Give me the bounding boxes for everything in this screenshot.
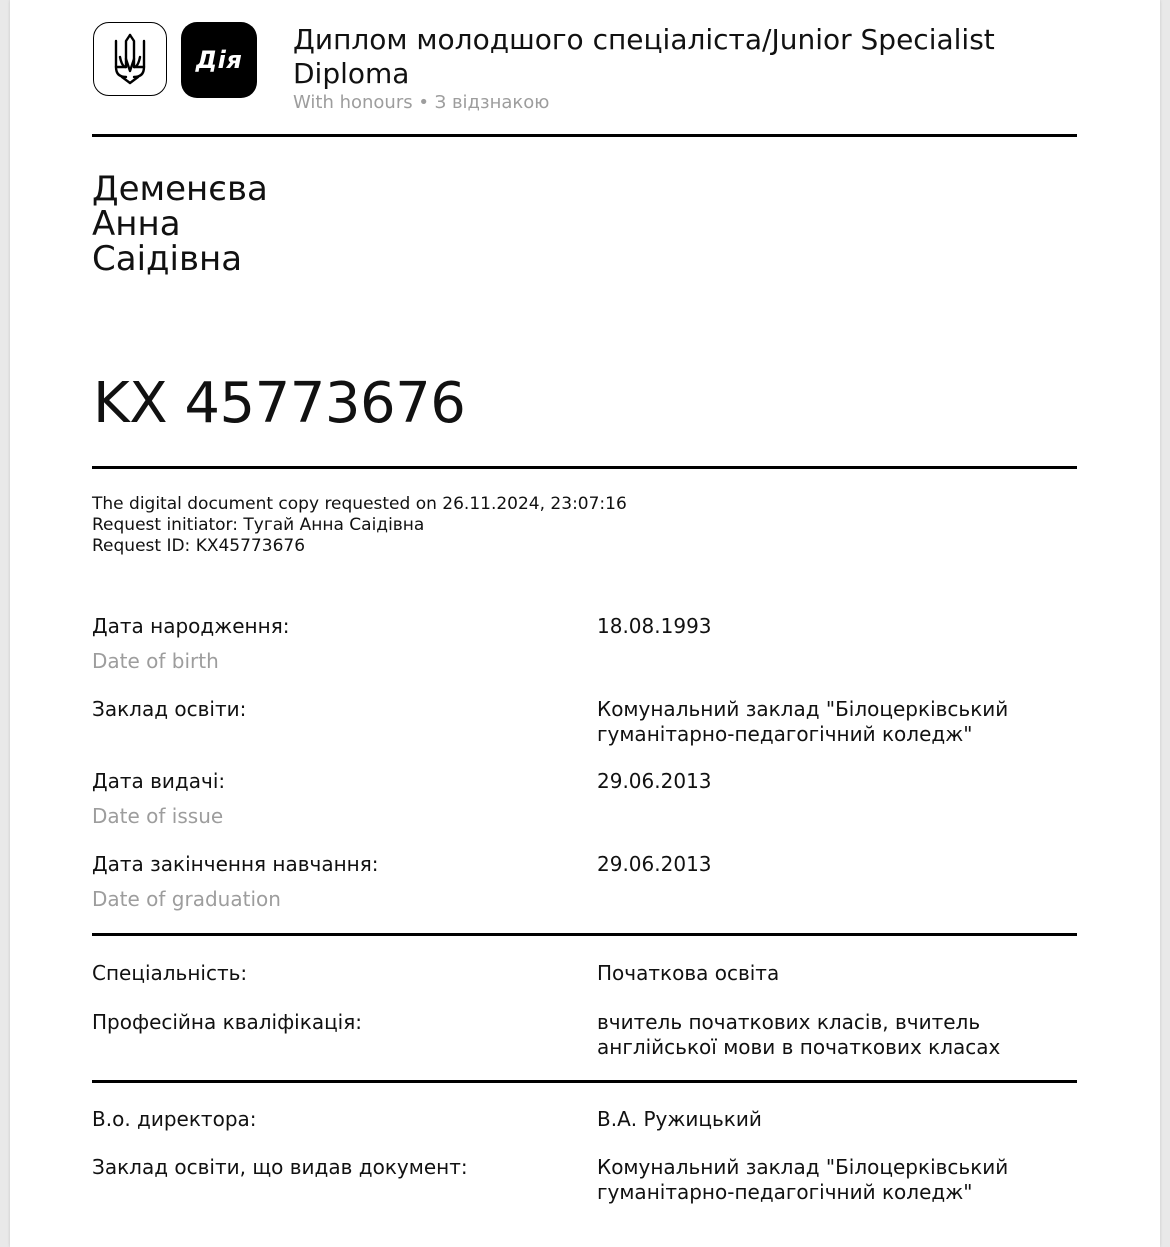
- divider: [92, 933, 1077, 936]
- field-value: 29.06.2013: [597, 852, 712, 876]
- document-page: [10, 0, 1160, 1247]
- diia-logo-icon: Дія: [181, 22, 257, 98]
- document-number: KX 45773676: [93, 371, 466, 436]
- field-label-en: Date of issue: [92, 804, 224, 828]
- request-initiator: Request initiator: Тугай Анна Саідівна: [92, 515, 425, 535]
- field-value: 29.06.2013: [597, 769, 712, 793]
- field-value: Комунальний заклад "Білоцерківський гуманітарно-педагогічний коледж": [597, 1155, 1009, 1204]
- request-info: [92, 494, 627, 557]
- field-label: В.о. директора:: [92, 1107, 257, 1131]
- document-header: [93, 22, 1077, 113]
- field-label: Дата закінчення навчання:: [92, 852, 379, 876]
- field-label: Заклад освіти, що видав документ:: [92, 1155, 468, 1179]
- holder-name: [92, 169, 268, 279]
- field-value: Початкова освіта: [597, 961, 780, 985]
- field-label: Спеціальність:: [92, 961, 248, 985]
- holder-first-name: Анна: [92, 204, 181, 244]
- field-value: 18.08.1993: [597, 614, 712, 638]
- field-value: вчитель початкових класів, вчитель англійської мови в початкових класах: [597, 1010, 1001, 1059]
- request-id: Request ID: KX45773676: [92, 536, 306, 556]
- request-date: The digital document copy requested on 26.11.2024, 23:07:16: [92, 494, 627, 514]
- trident-icon: [93, 22, 167, 96]
- document-subtitle: With honours • З відзнакою: [293, 92, 550, 113]
- holder-patronymic: Саідівна: [92, 239, 243, 279]
- field-label: Заклад освіти:: [92, 697, 247, 721]
- divider: [92, 134, 1077, 137]
- holder-surname: Деменєва: [92, 169, 268, 209]
- header-titles: [293, 23, 1077, 113]
- field-label-en: Date of graduation: [92, 887, 281, 911]
- divider: [92, 1080, 1077, 1083]
- field-value: Комунальний заклад "Білоцерківський гуманітарно-педагогічний коледж": [597, 697, 1009, 746]
- field-label: Дата народження:: [92, 614, 290, 638]
- divider: [92, 466, 1077, 469]
- field-value: В.А. Ружицький: [597, 1107, 762, 1131]
- document-title: Диплом молодшого спеціаліста/Junior Specialist Diploma: [293, 23, 995, 90]
- field-label: Дата видачі:: [92, 769, 226, 793]
- field-label-en: Date of birth: [92, 649, 219, 673]
- field-label: Професійна кваліфікація:: [92, 1010, 363, 1034]
